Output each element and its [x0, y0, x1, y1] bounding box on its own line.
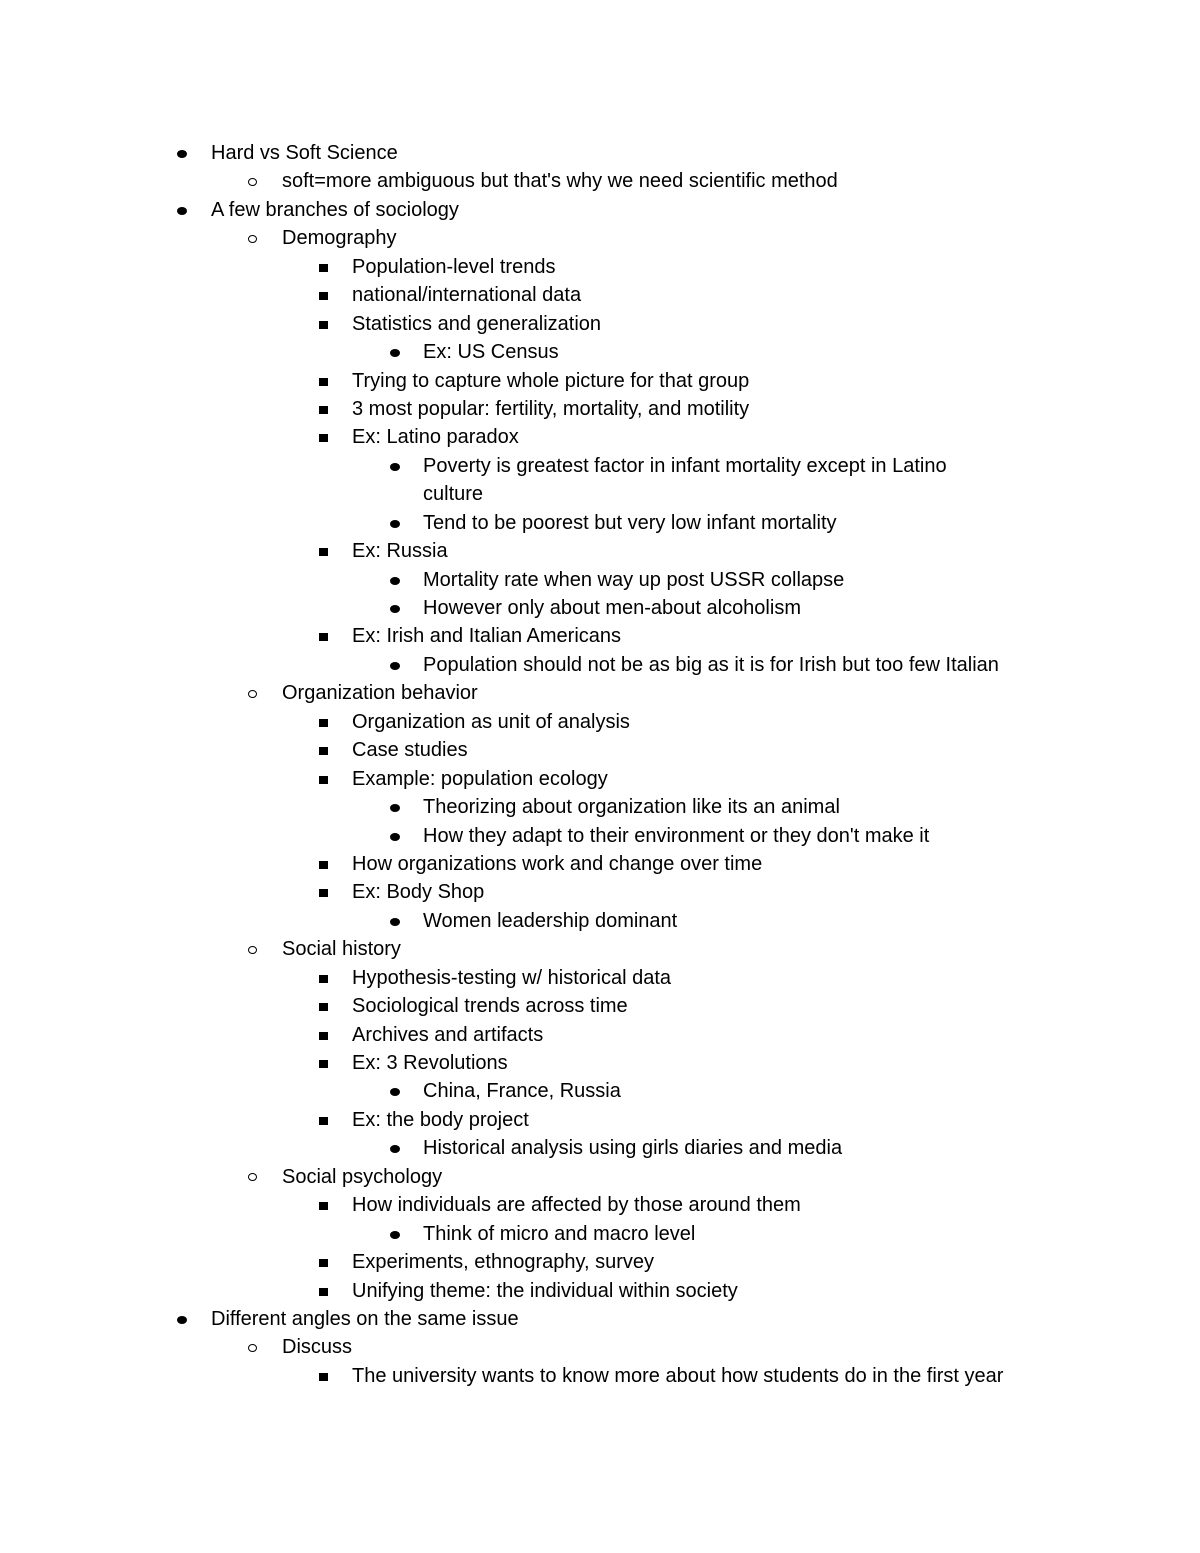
filled-circle-bullet-icon — [390, 520, 400, 528]
outline-item-text: culture — [423, 483, 484, 506]
filled-circle-bullet-icon — [177, 1316, 187, 1324]
outline-item-level-3 — [0, 310, 1200, 338]
filled-square-bullet-icon — [319, 264, 328, 272]
outline-item-level-4 — [0, 793, 1200, 821]
filled-square-bullet-icon — [319, 889, 328, 897]
outline-item-text: Hard vs Soft Science — [211, 142, 398, 164]
filled-square-bullet-icon — [319, 1032, 328, 1040]
outline-item-text: 3 most popular: fertility, mortality, and motility — [352, 397, 750, 420]
outline-item-level-4 — [0, 509, 1200, 537]
outline-item-level-4 — [0, 452, 1200, 480]
outline-item-level-1 — [0, 139, 1200, 167]
outline-item-text: Ex: 3 Revolutions — [352, 1052, 508, 1074]
filled-square-bullet-icon — [319, 719, 328, 727]
outline-item-text: Think of micro and macro level — [423, 1222, 696, 1245]
filled-square-bullet-icon — [319, 633, 328, 641]
hollow-circle-bullet-icon — [248, 1173, 257, 1181]
outline-item-level-2 — [0, 167, 1200, 195]
outline-item-text: Ex: Latino paradox — [352, 426, 519, 449]
outline-item-level-3 — [0, 878, 1200, 906]
outline-item-text: How organizations work and change over time — [352, 852, 763, 875]
filled-square-bullet-icon — [319, 1060, 328, 1068]
outline-item-text: Social psychology — [282, 1165, 443, 1188]
outline-item-level-2 — [0, 1163, 1200, 1191]
filled-circle-bullet-icon — [177, 150, 187, 158]
outline-item-text: Hypothesis-testing w/ historical data — [352, 966, 672, 989]
filled-circle-bullet-icon — [390, 1231, 400, 1239]
filled-circle-bullet-icon — [390, 662, 400, 670]
filled-circle-bullet-icon — [390, 1145, 400, 1153]
outline-item-text: Mortality rate when way up post USSR collapse — [423, 568, 845, 591]
outline-item-level-3 — [0, 708, 1200, 736]
outline-item-level-2 — [0, 679, 1200, 707]
outline-item-text: Ex: Russia — [352, 540, 448, 563]
outline-item-text: Discuss — [282, 1336, 353, 1359]
filled-square-bullet-icon — [319, 1259, 328, 1267]
outline-item-text: Ex: US Census — [423, 341, 559, 364]
outline-item-level-3 — [0, 1362, 1200, 1390]
outline-item-level-2 — [0, 1333, 1200, 1361]
outline-item-level-3 — [0, 1248, 1200, 1276]
outline-item-text: How individuals are affected by those around them — [352, 1194, 801, 1217]
outline-item-text: Demography — [282, 227, 397, 250]
outline-item-level-3 — [0, 622, 1200, 650]
outline-item-text: Example: population ecology — [352, 767, 608, 790]
filled-circle-bullet-icon — [177, 207, 187, 215]
filled-circle-bullet-icon — [390, 605, 400, 613]
outline-item-text: soft=more ambiguous but that's why we need scientific method — [282, 170, 838, 193]
outline-item-text: Population should not be as big as it is for Irish but too few Italian — [423, 653, 999, 676]
document-body — [0, 139, 1200, 1390]
filled-square-bullet-icon — [319, 1288, 328, 1296]
outline-item-level-4 — [0, 594, 1200, 622]
filled-square-bullet-icon — [319, 378, 328, 386]
filled-square-bullet-icon — [319, 776, 328, 784]
filled-circle-bullet-icon — [390, 349, 400, 357]
outline-item-level-4 — [0, 1077, 1200, 1105]
outline-item-text: Ex: Body Shop — [352, 881, 485, 904]
outline-item-text: Archives and artifacts — [352, 1023, 544, 1046]
outline-item-text: Ex: the body project — [352, 1108, 529, 1131]
filled-square-bullet-icon — [319, 861, 328, 869]
hollow-circle-bullet-icon — [248, 178, 257, 186]
outline-item-text: Organization behavior — [282, 682, 478, 705]
outline-item-level-4 — [0, 338, 1200, 366]
outline-item-text: Statistics and generalization — [352, 312, 602, 335]
filled-circle-bullet-icon — [390, 918, 400, 926]
filled-circle-bullet-icon — [390, 463, 400, 471]
outline-item-text: Case studies — [352, 739, 468, 762]
outline-item-level-3 — [0, 850, 1200, 878]
outline-item-text: Unifying theme: the individual within society — [352, 1279, 738, 1302]
outline-item-level-4 — [0, 651, 1200, 679]
outline-item-level-1 — [0, 1305, 1200, 1333]
hollow-circle-bullet-icon — [248, 946, 257, 954]
outline-item-text: However only about men-about alcoholism — [423, 597, 801, 619]
hollow-circle-bullet-icon — [248, 235, 257, 243]
outline-item-text: How they adapt to their environment or they don't make it — [423, 824, 930, 847]
outline-item-level-4 — [0, 1134, 1200, 1162]
filled-square-bullet-icon — [319, 292, 328, 300]
filled-circle-bullet-icon — [390, 1088, 400, 1096]
outline-item-text: Poverty is greatest factor in infant mortality except in Latino — [423, 454, 947, 477]
outline-item-text: Women leadership dominant — [423, 909, 678, 932]
outline-item-text: Sociological trends across time — [352, 995, 628, 1018]
outline-item-level-2 — [0, 224, 1200, 252]
outline-item-level-3 — [0, 765, 1200, 793]
outline-item-level-3 — [0, 537, 1200, 565]
outline-item-text: Organization as unit of analysis — [352, 710, 630, 733]
outline-item-text: Trying to capture whole picture for that group — [352, 369, 750, 392]
filled-square-bullet-icon — [319, 747, 328, 755]
outline-item-level-4 — [0, 1220, 1200, 1248]
filled-circle-bullet-icon — [390, 577, 400, 585]
outline-item-level-4 — [0, 822, 1200, 850]
filled-square-bullet-icon — [319, 406, 328, 414]
outline-item-level-3 — [0, 395, 1200, 423]
outline-item-level-4 — [0, 566, 1200, 594]
filled-square-bullet-icon — [319, 321, 328, 329]
outline-item-text: China, France, Russia — [423, 1080, 621, 1103]
outline-item-text: Historical analysis using girls diaries and media — [423, 1137, 843, 1160]
outline-item-text: Tend to be poorest but very low infant mortality — [423, 511, 837, 534]
outline-item-level-3 — [0, 423, 1200, 451]
outline-item-text: national/international data — [352, 284, 582, 307]
outline-item-level-3 — [0, 367, 1200, 395]
filled-circle-bullet-icon — [390, 833, 400, 841]
outline-item-text: Social history — [282, 938, 401, 961]
outline-item-text: Population-level trends — [352, 255, 556, 278]
hollow-circle-bullet-icon — [248, 1344, 257, 1352]
filled-square-bullet-icon — [319, 1202, 328, 1210]
outline-item-level-3 — [0, 736, 1200, 764]
filled-square-bullet-icon — [319, 1373, 328, 1381]
outline-item-level-1 — [0, 196, 1200, 224]
outline-item-level-4 — [0, 907, 1200, 935]
outline-item-level-3 — [0, 281, 1200, 309]
outline-item-level-3 — [0, 1049, 1200, 1077]
outline-item-text: The university wants to know more about how students do in the first year — [352, 1364, 1004, 1387]
filled-square-bullet-icon — [319, 1003, 328, 1011]
outline-item-level-3 — [0, 964, 1200, 992]
hollow-circle-bullet-icon — [248, 690, 257, 698]
outline-item-continuation — [0, 480, 1200, 508]
outline-item-text: A few branches of sociology — [211, 198, 459, 221]
outline-item-text: Experiments, ethnography, survey — [352, 1251, 655, 1274]
outline-item-level-3 — [0, 253, 1200, 281]
filled-circle-bullet-icon — [390, 804, 400, 812]
filled-square-bullet-icon — [319, 1117, 328, 1125]
outline-item-level-3 — [0, 1191, 1200, 1219]
outline-item-text: Ex: Irish and Italian Americans — [352, 625, 622, 648]
outline-item-level-2 — [0, 935, 1200, 963]
outline-item-text: Theorizing about organization like its an animal — [423, 796, 840, 819]
filled-square-bullet-icon — [319, 975, 328, 983]
filled-square-bullet-icon — [319, 548, 328, 556]
outline-item-text: Different angles on the same issue — [211, 1307, 519, 1330]
outline-item-level-3 — [0, 992, 1200, 1020]
outline-item-level-3 — [0, 1277, 1200, 1305]
outline-item-level-3 — [0, 1106, 1200, 1134]
filled-square-bullet-icon — [319, 434, 328, 442]
outline-item-level-3 — [0, 1021, 1200, 1049]
